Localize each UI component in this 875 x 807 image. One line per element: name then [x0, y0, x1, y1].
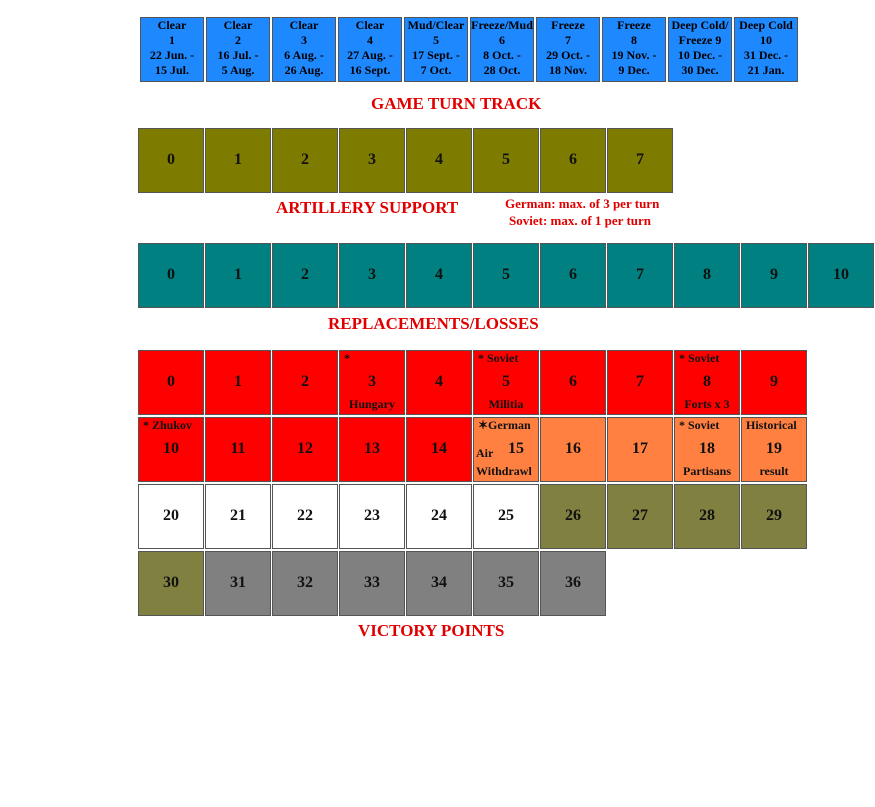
- victory-box[interactable]: [406, 551, 472, 616]
- victory-box[interactable]: [138, 551, 204, 616]
- turn-box[interactable]: [470, 17, 534, 82]
- victory-box-number: 34: [431, 574, 447, 591]
- victory-box-number: 30: [163, 574, 179, 591]
- turn-box-line: 6: [499, 33, 505, 47]
- turn-box-line: Deep Cold/: [671, 18, 729, 32]
- victory-box-number: 26: [565, 507, 581, 524]
- artillery-box-number: 5: [502, 151, 510, 168]
- artillery-box-number: 3: [368, 151, 376, 168]
- turn-box[interactable]: [404, 17, 468, 82]
- turn-box[interactable]: [338, 17, 402, 82]
- victory-box[interactable]: [272, 484, 338, 549]
- turn-box-line: Clear: [157, 18, 187, 32]
- victory-box-number: 12: [297, 440, 313, 457]
- victory-box-note-bottom: Partisans: [683, 464, 731, 478]
- turn-box-line: 5: [433, 33, 439, 47]
- victory-box[interactable]: [473, 417, 539, 482]
- victory-box[interactable]: [607, 417, 673, 482]
- victory-box-number: 15: [508, 440, 524, 457]
- victory-box[interactable]: [540, 350, 606, 415]
- victory-box[interactable]: [339, 350, 405, 415]
- victory-box-number: 21: [230, 507, 246, 524]
- victory-box[interactable]: [473, 350, 539, 415]
- victory-box-number: 28: [699, 507, 715, 524]
- turn-box-line: 15 Jul.: [154, 63, 189, 77]
- artillery-box[interactable]: [138, 128, 204, 193]
- victory-box-number: 13: [364, 440, 380, 457]
- victory-box[interactable]: [674, 484, 740, 549]
- victory-box-number: 19: [766, 440, 782, 457]
- victory-box-note-bottom: Withdrawl: [476, 464, 532, 478]
- victory-box-note-top: * Soviet: [679, 351, 720, 365]
- replacements-losses-title: REPLACEMENTS/LOSSES: [328, 314, 539, 333]
- victory-box-number: 9: [770, 373, 778, 390]
- victory-box-number: 3: [368, 373, 376, 390]
- turn-box-line: 29 Oct. -: [546, 48, 590, 62]
- victory-box[interactable]: [607, 484, 673, 549]
- victory-box-number: 32: [297, 574, 313, 591]
- victory-box-number: 23: [364, 507, 380, 524]
- turn-box-line: 30 Dec.: [681, 63, 719, 77]
- replacement-box[interactable]: [406, 243, 472, 308]
- turn-box-line: Freeze: [551, 18, 585, 32]
- victory-box-note-top: * Soviet: [679, 418, 720, 432]
- victory-box-number: 33: [364, 574, 380, 591]
- victory-box[interactable]: [339, 484, 405, 549]
- victory-box-note-top: Historical: [746, 418, 797, 432]
- victory-box-note-bottom: Hungary: [348, 397, 395, 411]
- victory-points-title: VICTORY POINTS: [358, 621, 505, 640]
- victory-box-number: 0: [167, 373, 175, 390]
- turn-box-line: 10: [760, 33, 772, 47]
- victory-box-note-top: *: [344, 351, 350, 365]
- victory-box-note-bottom: Forts x 3: [684, 397, 730, 411]
- victory-box-number: 29: [766, 507, 782, 524]
- victory-box[interactable]: [540, 417, 606, 482]
- replacement-box-number: 10: [833, 266, 849, 283]
- victory-box[interactable]: [272, 350, 338, 415]
- soviet-artillery-note: Soviet: max. of 1 per turn: [509, 213, 652, 228]
- victory-box-number: 35: [498, 574, 514, 591]
- replacement-box[interactable]: [205, 243, 271, 308]
- replacement-box[interactable]: [540, 243, 606, 308]
- replacement-box-number: 4: [435, 266, 443, 283]
- victory-box[interactable]: [138, 417, 204, 482]
- victory-box[interactable]: [272, 417, 338, 482]
- replacement-box-number: 5: [502, 266, 510, 283]
- victory-box-number: 10: [163, 440, 179, 457]
- artillery-box-number: 1: [234, 151, 242, 168]
- turn-box-line: Deep Cold: [739, 18, 793, 32]
- replacement-box[interactable]: [339, 243, 405, 308]
- replacement-box-number: 7: [636, 266, 644, 283]
- victory-box[interactable]: [473, 484, 539, 549]
- victory-box-number: 6: [569, 373, 577, 390]
- artillery-box[interactable]: [540, 128, 606, 193]
- victory-box[interactable]: [473, 551, 539, 616]
- turn-box-line: 27 Aug. -: [347, 48, 393, 62]
- victory-box[interactable]: [406, 417, 472, 482]
- replacement-box-number: 8: [703, 266, 711, 283]
- artillery-box[interactable]: [339, 128, 405, 193]
- replacement-box[interactable]: [473, 243, 539, 308]
- replacement-box-number: 6: [569, 266, 577, 283]
- replacement-box-number: 9: [770, 266, 778, 283]
- victory-box-number: 18: [699, 440, 715, 457]
- turn-box[interactable]: [602, 17, 666, 82]
- turn-box-line: 26 Aug.: [284, 63, 324, 77]
- victory-box-note-top: * Zhukov: [143, 418, 193, 432]
- turn-box[interactable]: [734, 17, 798, 82]
- game-turn-track-title: GAME TURN TRACK: [371, 94, 542, 113]
- artillery-box-number: 6: [569, 151, 577, 168]
- turn-box-line: 6 Aug. -: [284, 48, 324, 62]
- artillery-box[interactable]: [205, 128, 271, 193]
- turn-box-line: Freeze: [617, 18, 651, 32]
- victory-box-number: 4: [435, 373, 443, 390]
- artillery-box-number: 7: [636, 151, 644, 168]
- replacement-box-number: 2: [301, 266, 309, 283]
- artillery-box[interactable]: [272, 128, 338, 193]
- turn-box-line: 4: [367, 33, 373, 47]
- victory-box-number: 24: [431, 507, 447, 524]
- turn-box-line: Clear: [223, 18, 253, 32]
- turn-box-line: 9 Dec.: [618, 63, 650, 77]
- victory-box[interactable]: [339, 417, 405, 482]
- replacement-box[interactable]: [808, 243, 874, 308]
- victory-box-number: 36: [565, 574, 581, 591]
- turn-box-line: 8 Oct. -: [483, 48, 521, 62]
- victory-box-number: 17: [632, 440, 648, 457]
- victory-box-number: 2: [301, 373, 309, 390]
- turn-box-line: Clear: [355, 18, 385, 32]
- victory-box[interactable]: [674, 417, 740, 482]
- replacement-box[interactable]: [607, 243, 673, 308]
- replacement-box-number: 0: [167, 266, 175, 283]
- turn-box-line: 5 Aug.: [221, 63, 255, 77]
- victory-box[interactable]: [406, 484, 472, 549]
- turn-box[interactable]: [206, 17, 270, 82]
- turn-box-line: 17 Sept. -: [412, 48, 460, 62]
- victory-box-number: 8: [703, 373, 711, 390]
- replacement-box[interactable]: [674, 243, 740, 308]
- victory-box-note-left: Air: [476, 446, 494, 460]
- victory-box[interactable]: [138, 350, 204, 415]
- turn-box-line: Clear: [289, 18, 319, 32]
- replacement-box-number: 3: [368, 266, 376, 283]
- turn-box-line: 18 Nov.: [548, 63, 587, 77]
- victory-box[interactable]: [339, 551, 405, 616]
- victory-box-number: 1: [234, 373, 242, 390]
- turn-box-line: 8: [631, 33, 637, 47]
- victory-box[interactable]: [272, 551, 338, 616]
- victory-box-number: 25: [498, 507, 514, 524]
- victory-box-number: 7: [636, 373, 644, 390]
- artillery-support-title: ARTILLERY SUPPORT: [276, 198, 459, 217]
- turn-box-line: 7 Oct.: [420, 63, 452, 77]
- victory-box[interactable]: [741, 417, 807, 482]
- victory-box-number: 16: [565, 440, 581, 457]
- replacement-box[interactable]: [138, 243, 204, 308]
- artillery-box-number: 0: [167, 151, 175, 168]
- turn-box-line: 31 Dec. -: [743, 48, 789, 62]
- victory-box-number: 20: [163, 507, 179, 524]
- victory-box-note-top: ✶German: [478, 418, 531, 432]
- victory-box-number: 27: [632, 507, 648, 524]
- victory-box-note-bottom: Militia: [488, 397, 524, 411]
- turn-box[interactable]: [140, 17, 204, 82]
- victory-box[interactable]: [406, 350, 472, 415]
- artillery-box-number: 4: [435, 151, 443, 168]
- victory-box[interactable]: [138, 484, 204, 549]
- turn-box-line: Freeze/Mud: [471, 18, 533, 32]
- victory-box[interactable]: [741, 484, 807, 549]
- turn-box-line: 19 Nov. -: [611, 48, 657, 62]
- turn-box-line: 16 Sept.: [349, 63, 391, 77]
- german-artillery-note: German: max. of 3 per turn: [505, 196, 660, 211]
- victory-box[interactable]: [540, 551, 606, 616]
- victory-box[interactable]: [205, 484, 271, 549]
- turn-box-line: 22 Jun. -: [149, 48, 195, 62]
- turn-box-line: 21 Jan.: [747, 63, 785, 77]
- artillery-box[interactable]: [607, 128, 673, 193]
- turn-box-line: 16 Jul. -: [217, 48, 259, 62]
- victory-box[interactable]: [540, 484, 606, 549]
- victory-box-number: 11: [230, 440, 246, 457]
- artillery-box[interactable]: [406, 128, 472, 193]
- turn-box-line: 3: [301, 33, 307, 47]
- victory-box[interactable]: [205, 417, 271, 482]
- turn-box-line: Freeze 9: [678, 33, 722, 47]
- victory-box[interactable]: [205, 350, 271, 415]
- victory-box[interactable]: [205, 551, 271, 616]
- victory-box[interactable]: [741, 350, 807, 415]
- turn-box-line: 1: [169, 33, 175, 47]
- turn-box[interactable]: [272, 17, 336, 82]
- turn-box-line: Mud/Clear: [407, 18, 465, 32]
- turn-box-line: 28 Oct.: [483, 63, 521, 77]
- victory-box-note-top: * Soviet: [478, 351, 519, 365]
- replacement-box[interactable]: [741, 243, 807, 308]
- victory-box-number: 14: [431, 440, 447, 457]
- turn-box-line: 2: [235, 33, 241, 47]
- turn-box-line: 7: [565, 33, 571, 47]
- victory-box-number: 31: [230, 574, 246, 591]
- turn-box[interactable]: [536, 17, 600, 82]
- turn-box-line: 10 Dec. -: [677, 48, 723, 62]
- replacement-box[interactable]: [272, 243, 338, 308]
- victory-box[interactable]: [674, 350, 740, 415]
- victory-box-note-bottom: result: [759, 464, 789, 478]
- artillery-box[interactable]: [473, 128, 539, 193]
- turn-box[interactable]: [668, 17, 732, 82]
- victory-box-number: 22: [297, 507, 313, 524]
- victory-box-number: 5: [502, 373, 510, 390]
- replacement-box-number: 1: [234, 266, 242, 283]
- victory-box[interactable]: [607, 350, 673, 415]
- artillery-box-number: 2: [301, 151, 309, 168]
